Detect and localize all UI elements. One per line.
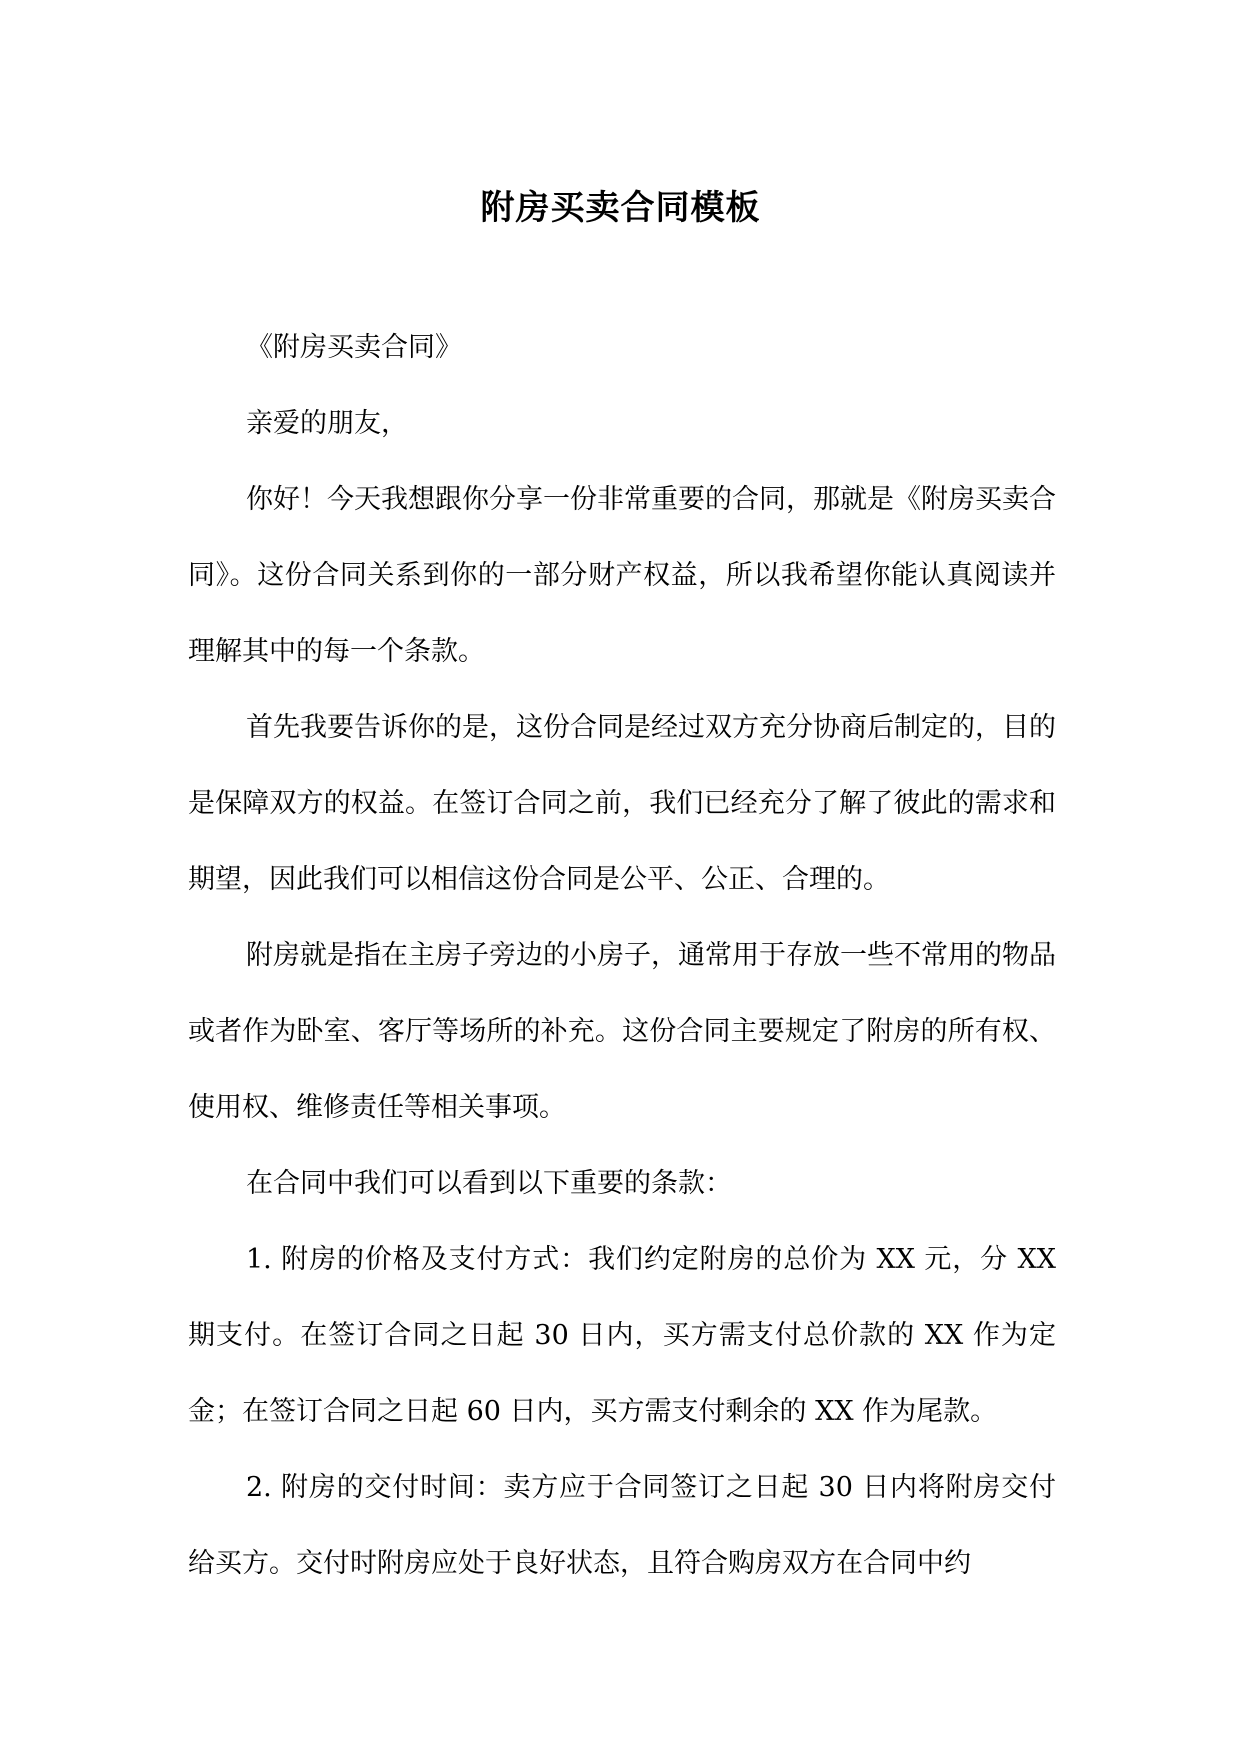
clause-delivery-time: 2. 附房的交付时间：卖方应于合同签订之日起 30 日内将附房交付给买方。交付时附房应处于良好状态，且符合购房双方在合同中约 [188,1472,1056,1579]
paragraph-annex-definition: 附房就是指在主房子旁边的小房子，通常用于存放一些不常用的物品或者作为卧室、客厅等场所的补充。这份合同主要规定了附房的所有权、使用权、维修责任等相关事项。 [188,940,1056,1123]
paragraph-salutation: 亲爱的朋友， [246,408,408,439]
paragraph-negotiation: 首先我要告诉你的是，这份合同是经过双方充分协商后制定的，目的是保障双方的权益。在签订合同之前，我们已经充分了解了彼此的需求和期望，因此我们可以相信这份合同是公平、公正、合理的。 [188,712,1056,895]
paragraph-greeting: 你好！今天我想跟你分享一份非常重要的合同，那就是《附房买卖合同》。这份合同关系到你的一部分财产权益，所以我希望你能认真阅读并理解其中的每一个条款。 [188,484,1056,667]
paragraph-contract-name: 《附房买卖合同》 [246,332,462,363]
clause-price-payment: 1. 附房的价格及支付方式：我们约定附房的总价为 XX 元，分 XX 期支付。在签订合同之日起 30 日内，买方需支付总价款的 XX 作为定金；在签订合同之日起 60 日内，买方需支付剩余的 XX 作为尾款。 [188,1244,1056,1427]
document-body [188,310,1056,1602]
document-title: 附房买卖合同模板 [480,188,761,228]
paragraph-clauses-intro: 在合同中我们可以看到以下重要的条款： [246,1168,732,1199]
